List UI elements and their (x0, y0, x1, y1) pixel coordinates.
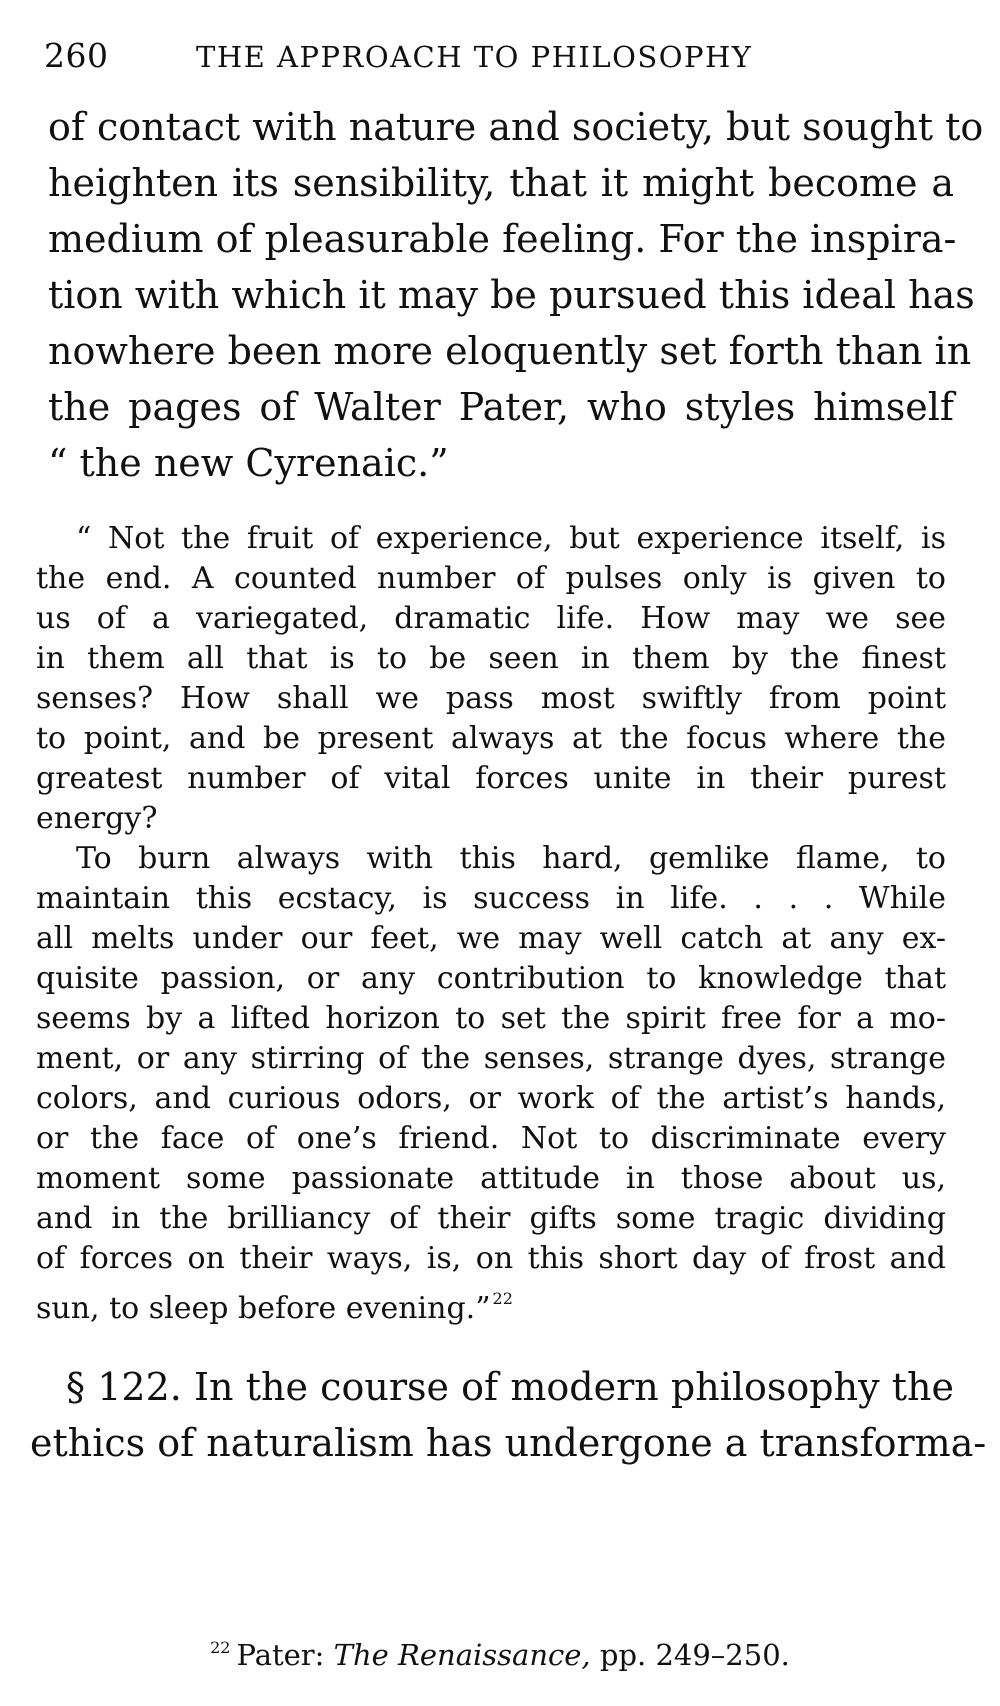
footnote (0, 1630, 1000, 1673)
footnote-pages: pp. 249–250. (599, 1638, 790, 1672)
quote-line: of forces on their ways, is, on this short day of frost and (36, 1241, 946, 1276)
footnote-reference[interactable]: 22 (492, 1289, 513, 1308)
quote-line: in them all that is to be seen in them by the finest (36, 641, 946, 676)
footnote-title: The Renaissance, (333, 1638, 591, 1672)
quote-line: and in the brilliancy of their gifts some tragic dividing (36, 1201, 946, 1236)
quote-line: energy? (36, 801, 158, 836)
quote-line: senses? How shall we pass most swiftly from point (36, 681, 946, 716)
quote-line: us of a variegated, dramatic life. How may we see (36, 601, 946, 636)
quote-line: quisite passion, or any contribution to knowledge that (36, 961, 946, 996)
quote-line: moment some passionate attitude in those about us, (36, 1161, 946, 1196)
text-line: of contact with nature and society, but sought to (48, 105, 984, 149)
quote-line: the end. A counted number of pulses only is given to (36, 561, 946, 596)
quote-line: colors, and curious odors, or work of the artist’s hands, (36, 1081, 946, 1116)
text-line: tion with which it may be pursued this ideal has (48, 273, 975, 317)
quote-line: ment, or any stirring of the senses, strange dyes, strange (36, 1041, 946, 1076)
quote-line: all melts under our feet, we may well catch at any ex- (36, 921, 946, 956)
text-line: the pages of Walter Pater, who styles himself (48, 385, 954, 429)
text-line: nowhere been more eloquently set forth than in (48, 329, 972, 373)
text-line: heighten its sensibility, that it might become a (48, 161, 954, 205)
text-line: medium of pleasurable feeling. For the inspira- (48, 217, 957, 261)
text-line: § 122. In the course of modern philosophy the (66, 1365, 954, 1409)
text-line: “ the new Cyrenaic.” (48, 441, 449, 485)
quote-line: seems by a lifted horizon to set the spirit free for a mo- (36, 1001, 946, 1036)
page-number: 260 (44, 36, 109, 75)
quote-line (36, 1280, 946, 1328)
quote-last-line-text: sun, to sleep before evening.” (36, 1291, 491, 1326)
footnote-author: Pater: (236, 1638, 325, 1672)
quote-line: greatest number of vital forces unite in their purest (36, 761, 946, 796)
quote-line: To burn always with this hard, gemlike flame, to (76, 841, 946, 876)
quote-line: maintain this ecstacy, is success in life. . . . While (36, 881, 946, 916)
quote-line: to point, and be present always at the focus where the (36, 721, 946, 756)
footnote-number: 22 (210, 1638, 231, 1657)
running-head (44, 36, 964, 86)
text-line: ethics of naturalism has undergone a transforma- (30, 1421, 987, 1465)
quote-line: “ Not the fruit of experience, but experience itself, is (76, 521, 946, 556)
quote-line: or the face of one’s friend. Not to discriminate every (36, 1121, 946, 1156)
running-title: THE APPROACH TO PHILOSOPHY (196, 40, 753, 74)
